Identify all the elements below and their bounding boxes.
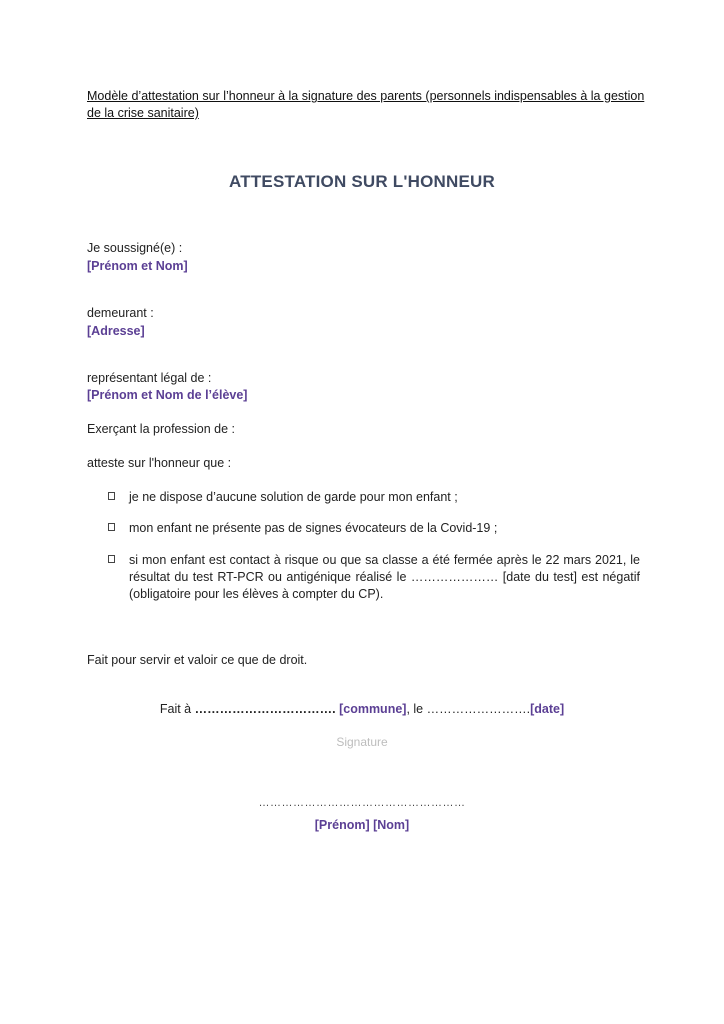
address-label: demeurant : [87, 306, 154, 320]
checklist-item-text: je ne dispose d’aucune solution de garde pour mon enfant ; [129, 490, 458, 504]
checklist-item-text: si mon enfant est contact à risque ou que sa classe a été fermée après le 22 mars 2021, le résultat du test RT-PCR ou antigénique réalisé le ………………… [date du test] est négatif (obligatoire pour les élèves à compter du CP). [129, 553, 640, 601]
guardian-label: représentant légal de : [87, 371, 212, 385]
checkbox-icon[interactable] [108, 555, 115, 563]
undersigned-label: Je soussigné(e) : [87, 241, 183, 255]
attest-label: atteste sur l'honneur que : [87, 456, 232, 470]
document-title: ATTESTATION SUR L'HONNEUR [229, 172, 495, 191]
template-header-note: Modèle d’attestation sur l’honneur à la signature des parents (personnels indispensables à la gestion de la crise sanitaire) [87, 89, 645, 120]
place-dots: ……………………………. [194, 702, 336, 716]
undersigned-name-placeholder: [Prénom et Nom] [87, 259, 188, 273]
address-placeholder: [Adresse] [87, 324, 145, 338]
checkbox-icon[interactable] [108, 523, 115, 531]
signature-hint: Signature [336, 735, 388, 749]
commune-placeholder: [commune] [339, 702, 407, 716]
checkbox-icon[interactable] [108, 492, 115, 500]
student-name-placeholder: [Prénom et Nom de l’élève] [87, 388, 248, 402]
profession-label: Exerçant la profession de : [87, 422, 235, 436]
date-separator: , le [406, 702, 424, 716]
signature-line: ……………………………………………… [258, 797, 466, 809]
closing-statement: Fait pour servir et valoir ce que de droit. [87, 653, 308, 667]
date-dots: ……………………. [426, 702, 531, 716]
checklist-item-text: mon enfant ne présente pas de signes évocateurs de la Covid-19 ; [129, 521, 498, 535]
place-date-line [0, 702, 724, 716]
date-placeholder: [date] [530, 702, 565, 716]
place-prefix: Fait à [159, 702, 192, 716]
signatory-name-placeholder: [Prénom] [Nom] [314, 818, 410, 832]
